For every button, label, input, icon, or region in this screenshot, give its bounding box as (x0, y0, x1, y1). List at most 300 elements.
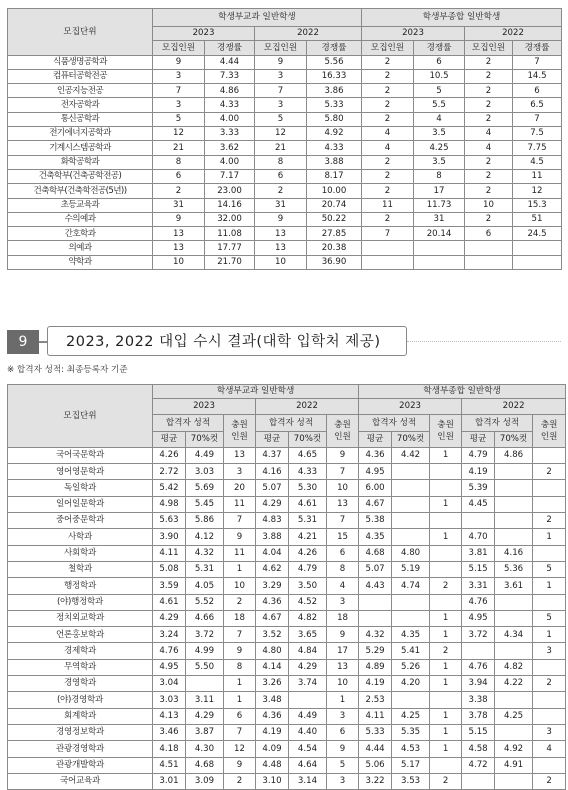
value-cell: 4.36 (359, 447, 392, 463)
value-cell: 4.19 (462, 464, 495, 480)
value-cell: 10 (327, 480, 359, 496)
unit-name-cell: 인공지능전공 (8, 84, 153, 98)
header-recruit: 모집인원 (362, 41, 414, 55)
value-cell: 9 (224, 529, 256, 545)
value-cell (430, 480, 462, 496)
value-cell (414, 241, 465, 255)
table-row (8, 480, 566, 496)
value-cell (392, 464, 430, 480)
section-title: 2023, 2022 대입 수시 결과(대학 입학처 제공) (47, 326, 407, 356)
admission-ratio-table (7, 8, 562, 270)
header-avg: 평균 (462, 431, 495, 447)
value-cell: 2 (362, 55, 414, 69)
value-cell: 4.70 (462, 529, 495, 545)
table-row (8, 155, 562, 169)
value-cell: 1 (430, 708, 462, 724)
unit-name-cell: 사학과 (8, 529, 153, 545)
value-cell: 10.00 (307, 184, 362, 198)
value-cell (513, 241, 562, 255)
header-extra: 충원 인원 (430, 415, 462, 448)
value-cell: 31 (255, 198, 307, 212)
value-cell: 2 (430, 578, 462, 594)
header-recruit: 모집인원 (465, 41, 513, 55)
value-cell: 1 (430, 724, 462, 740)
value-cell: 13 (255, 241, 307, 255)
table-row (8, 529, 566, 545)
value-cell: 4.83 (256, 513, 289, 529)
value-cell: 7.17 (205, 169, 255, 183)
value-cell: 3.94 (462, 676, 495, 692)
value-cell: 1 (533, 627, 566, 643)
value-cell: 4.64 (289, 757, 327, 773)
value-cell (186, 676, 224, 692)
value-cell (392, 594, 430, 610)
value-cell: 2 (362, 98, 414, 112)
value-cell: 4.09 (256, 741, 289, 757)
value-cell (465, 241, 513, 255)
value-cell: 4.19 (359, 676, 392, 692)
value-cell: 3.88 (256, 529, 289, 545)
value-cell: 4.33 (289, 464, 327, 480)
value-cell (533, 708, 566, 724)
value-cell: 14.5 (513, 69, 562, 83)
unit-name-cell: 무역학과 (8, 659, 153, 675)
value-cell: 6 (327, 724, 359, 740)
value-cell: 6 (224, 708, 256, 724)
unit-name-cell: 사회학과 (8, 545, 153, 561)
header-year: 2023 (362, 27, 465, 41)
value-cell: 5.50 (186, 659, 224, 675)
header-year: 2023 (359, 399, 462, 415)
table-row (8, 184, 562, 198)
table-row (8, 69, 562, 83)
value-cell (533, 692, 566, 708)
table-row (8, 255, 562, 269)
value-cell: 4.82 (495, 659, 533, 675)
value-cell: 4.26 (153, 447, 186, 463)
value-cell: 10 (327, 676, 359, 692)
value-cell: 4.40 (289, 724, 327, 740)
value-cell: 4.29 (153, 610, 186, 626)
value-cell: 7 (153, 84, 205, 98)
value-cell: 5.80 (307, 112, 362, 126)
value-cell: 11 (513, 169, 562, 183)
value-cell: 2 (430, 643, 462, 659)
value-cell: 2 (465, 184, 513, 198)
value-cell: 6 (465, 227, 513, 241)
value-cell: 2 (465, 98, 513, 112)
value-cell (359, 610, 392, 626)
value-cell: 7 (513, 112, 562, 126)
value-cell: 7.75 (513, 141, 562, 155)
value-cell: 10.5 (414, 69, 465, 83)
header-ratio: 경쟁률 (205, 41, 255, 55)
value-cell: 9 (255, 212, 307, 226)
value-cell: 5.45 (186, 496, 224, 512)
unit-name-cell: 관광개발학과 (8, 757, 153, 773)
header-recruit: 모집인원 (153, 41, 205, 55)
value-cell: 3.03 (186, 464, 224, 480)
value-cell: 4.84 (289, 643, 327, 659)
value-cell: 6.5 (513, 98, 562, 112)
value-cell: 5.15 (462, 561, 495, 577)
header-group-comprehensive: 학생부종합 일반학생 (362, 9, 562, 27)
value-cell: 4.76 (462, 659, 495, 675)
section-note: ※ 합격자 성적: 최종등록자 기준 (7, 365, 128, 375)
value-cell: 4.14 (256, 659, 289, 675)
value-cell: 12 (153, 127, 205, 141)
value-cell: 7 (224, 627, 256, 643)
value-cell: 1 (430, 529, 462, 545)
value-cell: 4.16 (495, 545, 533, 561)
table-row (8, 676, 566, 692)
value-cell: 23.00 (205, 184, 255, 198)
value-cell: 5.86 (186, 513, 224, 529)
header-ratio: 경쟁률 (513, 41, 562, 55)
table-row (8, 692, 566, 708)
unit-name-cell: (야)경영학과 (8, 692, 153, 708)
header-score: 합격자 성적 (153, 415, 224, 431)
value-cell: 6.00 (359, 480, 392, 496)
header-unit: 모집단위 (8, 385, 153, 448)
value-cell: 4.89 (359, 659, 392, 675)
value-cell: 9 (255, 55, 307, 69)
unit-name-cell: 기계시스템공학과 (8, 141, 153, 155)
value-cell: 3 (255, 98, 307, 112)
value-cell: 3.38 (462, 692, 495, 708)
unit-name-cell: 국어국문학과 (8, 447, 153, 463)
unit-name-cell: 경영학과 (8, 676, 153, 692)
value-cell: 2 (533, 773, 566, 789)
value-cell: 27.85 (307, 227, 362, 241)
value-cell: 1 (430, 610, 462, 626)
value-cell: 4.32 (186, 545, 224, 561)
header-year: 2023 (153, 27, 255, 41)
value-cell: 5.26 (392, 659, 430, 675)
value-cell: 5.07 (256, 480, 289, 496)
header-year: 2022 (256, 399, 359, 415)
value-cell: 4.12 (186, 529, 224, 545)
value-cell: 5 (153, 112, 205, 126)
table-row (8, 578, 566, 594)
value-cell: 2 (465, 212, 513, 226)
value-cell: 2.53 (359, 692, 392, 708)
value-cell: 17 (327, 643, 359, 659)
value-cell: 4.20 (392, 676, 430, 692)
header-extra: 충원 인원 (224, 415, 256, 448)
header-70cut: 70%컷 (495, 431, 533, 447)
value-cell: 2 (362, 69, 414, 83)
value-cell: 9 (224, 643, 256, 659)
admission-result-table (7, 384, 566, 790)
unit-name-cell: 행정학과 (8, 578, 153, 594)
value-cell: 7 (224, 513, 256, 529)
value-cell: 2 (153, 184, 205, 198)
value-cell (513, 255, 562, 269)
value-cell: 9 (153, 55, 205, 69)
value-cell: 4.16 (256, 464, 289, 480)
value-cell: 3.09 (186, 773, 224, 789)
unit-name-cell: 초등교육과 (8, 198, 153, 212)
value-cell (495, 529, 533, 545)
header-avg: 평균 (359, 431, 392, 447)
value-cell: 4.49 (186, 447, 224, 463)
value-cell: 4.62 (256, 561, 289, 577)
header-year: 2023 (153, 399, 256, 415)
value-cell: 4.79 (289, 561, 327, 577)
unit-name-cell: 전기에너지공학과 (8, 127, 153, 141)
value-cell (430, 545, 462, 561)
value-cell: 7.5 (513, 127, 562, 141)
value-cell: 13 (327, 496, 359, 512)
value-cell: 3 (327, 773, 359, 789)
value-cell: 3.04 (153, 676, 186, 692)
value-cell (533, 594, 566, 610)
value-cell: 5.19 (392, 561, 430, 577)
value-cell: 4.91 (495, 757, 533, 773)
value-cell: 3.65 (289, 627, 327, 643)
value-cell: 4.25 (392, 708, 430, 724)
header-year: 2022 (462, 399, 566, 415)
table-row (8, 643, 566, 659)
value-cell: 4.58 (462, 741, 495, 757)
value-cell: 4.76 (462, 594, 495, 610)
value-cell: 2 (362, 112, 414, 126)
value-cell: 2 (362, 212, 414, 226)
table-row (8, 496, 566, 512)
header-avg: 평균 (256, 431, 289, 447)
value-cell: 21.70 (205, 255, 255, 269)
table-row (8, 169, 562, 183)
unit-name-cell: 회계학과 (8, 708, 153, 724)
value-cell: 3.90 (153, 529, 186, 545)
value-cell: 6 (414, 55, 465, 69)
value-cell: 16.33 (307, 69, 362, 83)
value-cell: 8 (153, 155, 205, 169)
value-cell (430, 513, 462, 529)
value-cell: 4.80 (256, 643, 289, 659)
value-cell: 4.30 (186, 741, 224, 757)
value-cell: 7 (327, 513, 359, 529)
header-score: 합격자 성적 (462, 415, 533, 431)
value-cell: 5.30 (289, 480, 327, 496)
value-cell: 4.67 (359, 496, 392, 512)
header-extra: 충원 인원 (533, 415, 566, 448)
value-cell: 4.76 (153, 643, 186, 659)
value-cell: 4.43 (359, 578, 392, 594)
value-cell: 13 (327, 659, 359, 675)
value-cell: 5 (414, 84, 465, 98)
connector-line (39, 341, 47, 343)
value-cell: 3.31 (462, 578, 495, 594)
value-cell: 5.29 (359, 643, 392, 659)
header-group-subject: 학생부교과 일반학생 (153, 9, 362, 27)
value-cell: 9 (327, 627, 359, 643)
value-cell: 4.45 (462, 496, 495, 512)
value-cell: 3.62 (205, 141, 255, 155)
value-cell: 14.16 (205, 198, 255, 212)
value-cell: 36.90 (307, 255, 362, 269)
value-cell: 3.72 (462, 627, 495, 643)
value-cell: 4.00 (205, 155, 255, 169)
value-cell: 3 (224, 464, 256, 480)
value-cell (392, 480, 430, 496)
value-cell: 1 (430, 627, 462, 643)
value-cell: 4.36 (256, 708, 289, 724)
value-cell: 15.3 (513, 198, 562, 212)
value-cell: 3 (153, 69, 205, 83)
value-cell: 10 (465, 198, 513, 212)
value-cell: 4.00 (205, 112, 255, 126)
unit-name-cell: 독일학과 (8, 480, 153, 496)
value-cell: 2 (430, 773, 462, 789)
table-row (8, 112, 562, 126)
value-cell: 4.67 (256, 610, 289, 626)
value-cell: 3.88 (307, 155, 362, 169)
value-cell: 11.73 (414, 198, 465, 212)
value-cell (462, 513, 495, 529)
value-cell: 4.33 (307, 141, 362, 155)
value-cell: 4 (465, 141, 513, 155)
unit-name-cell: 수의예과 (8, 212, 153, 226)
value-cell: 4.86 (205, 84, 255, 98)
value-cell: 4.44 (205, 55, 255, 69)
value-cell: 6 (513, 84, 562, 98)
value-cell: 3.5 (414, 127, 465, 141)
value-cell (462, 643, 495, 659)
value-cell: 4.35 (392, 627, 430, 643)
table-row (8, 659, 566, 675)
value-cell: 4.52 (289, 594, 327, 610)
header-avg: 평균 (153, 431, 186, 447)
header-70cut: 70%컷 (289, 431, 327, 447)
header-score: 합격자 성적 (256, 415, 327, 431)
value-cell: 21 (153, 141, 205, 155)
value-cell (533, 480, 566, 496)
table-row (8, 127, 562, 141)
value-cell: 12 (224, 741, 256, 757)
table-row (8, 773, 566, 789)
value-cell: 4.99 (186, 643, 224, 659)
value-cell (359, 594, 392, 610)
value-cell: 2 (465, 84, 513, 98)
unit-name-cell: 중어중문학과 (8, 513, 153, 529)
value-cell: 31 (153, 198, 205, 212)
table-row (8, 141, 562, 155)
value-cell: 3.50 (289, 578, 327, 594)
value-cell: 1 (224, 676, 256, 692)
value-cell: 3.5 (414, 155, 465, 169)
value-cell: 5.42 (153, 480, 186, 496)
unit-name-cell: (야)행정학과 (8, 594, 153, 610)
value-cell: 5.63 (153, 513, 186, 529)
value-cell: 4.86 (495, 447, 533, 463)
value-cell: 1 (430, 676, 462, 692)
value-cell: 18 (327, 610, 359, 626)
unit-name-cell: 통신공학과 (8, 112, 153, 126)
unit-name-cell: 의예과 (8, 241, 153, 255)
value-cell: 3.48 (256, 692, 289, 708)
value-cell: 4.21 (289, 529, 327, 545)
value-cell: 3.53 (392, 773, 430, 789)
value-cell: 2 (465, 155, 513, 169)
table-row (8, 545, 566, 561)
value-cell: 1 (430, 659, 462, 675)
value-cell: 4.82 (289, 610, 327, 626)
value-cell: 4.11 (359, 708, 392, 724)
value-cell: 2.72 (153, 464, 186, 480)
value-cell (430, 757, 462, 773)
value-cell (495, 773, 533, 789)
value-cell (495, 480, 533, 496)
value-cell: 18 (224, 610, 256, 626)
value-cell: 4.18 (153, 741, 186, 757)
value-cell: 5.15 (462, 724, 495, 740)
value-cell: 5.56 (307, 55, 362, 69)
header-year: 2022 (255, 27, 362, 41)
value-cell: 4.19 (256, 724, 289, 740)
value-cell: 5.41 (392, 643, 430, 659)
value-cell: 17.77 (205, 241, 255, 255)
unit-name-cell: 국어교육과 (8, 773, 153, 789)
value-cell: 4.25 (495, 708, 533, 724)
value-cell: 5.35 (392, 724, 430, 740)
value-cell: 4.11 (153, 545, 186, 561)
value-cell: 4.95 (462, 610, 495, 626)
value-cell (392, 513, 430, 529)
value-cell: 3.10 (256, 773, 289, 789)
value-cell: 2 (362, 184, 414, 198)
value-cell: 4.5 (513, 155, 562, 169)
table-row (8, 84, 562, 98)
header-group-comprehensive: 학생부종합 일반학생 (359, 385, 566, 399)
value-cell: 9 (224, 757, 256, 773)
value-cell: 11 (224, 496, 256, 512)
table-row (8, 610, 566, 626)
value-cell: 9 (327, 741, 359, 757)
unit-name-cell: 건축학부(건축공학전공) (8, 169, 153, 183)
value-cell: 3 (533, 724, 566, 740)
value-cell: 1 (533, 529, 566, 545)
value-cell: 4.54 (289, 741, 327, 757)
table-row (8, 594, 566, 610)
table-row (8, 447, 566, 463)
value-cell (495, 464, 533, 480)
value-cell: 5.33 (359, 724, 392, 740)
table-body (8, 55, 562, 269)
value-cell (495, 610, 533, 626)
table-row (8, 212, 562, 226)
value-cell: 20.74 (307, 198, 362, 212)
value-cell: 4.68 (359, 545, 392, 561)
value-cell: 4.42 (392, 447, 430, 463)
value-cell: 7.33 (205, 69, 255, 83)
value-cell: 4.26 (289, 545, 327, 561)
unit-name-cell: 경영정보학과 (8, 724, 153, 740)
value-cell: 10 (224, 578, 256, 594)
value-cell (533, 545, 566, 561)
value-cell: 2 (224, 773, 256, 789)
value-cell (495, 594, 533, 610)
value-cell: 4.36 (256, 594, 289, 610)
unit-name-cell: 경제학과 (8, 643, 153, 659)
value-cell: 7 (513, 55, 562, 69)
value-cell (430, 594, 462, 610)
value-cell (495, 513, 533, 529)
table-row (8, 724, 566, 740)
value-cell: 4.05 (186, 578, 224, 594)
value-cell (392, 610, 430, 626)
